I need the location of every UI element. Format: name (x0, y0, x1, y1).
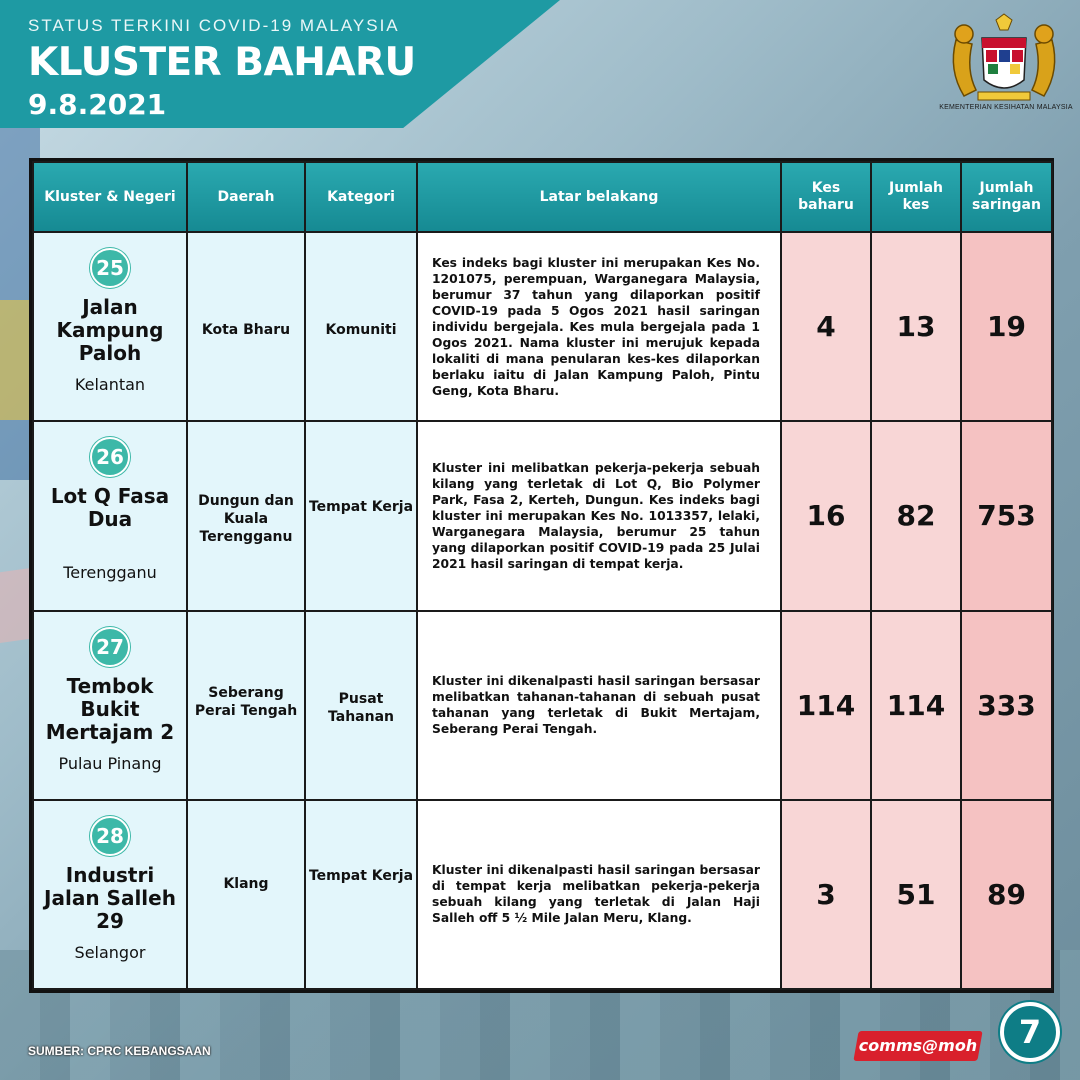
cluster-district: Kota Bharu (187, 232, 305, 421)
cluster-state: Kelantan (74, 375, 146, 394)
col-header-kluster: Kluster & Negeri (33, 162, 187, 232)
kes-baharu-value: 114 (781, 611, 871, 800)
jumlah-saringan-value: 753 (961, 421, 1052, 610)
jumlah-kes-value: 82 (871, 421, 961, 610)
cluster-category: Pusat Tahanan (305, 611, 417, 800)
cluster-table (29, 158, 1054, 993)
cluster-background: Kluster ini melibatkan pekerja-pekerja sebuah kilang yang terletak di Lot Q, Bio Polymer Park, Fasa 2, Kerteh, Dungun. Kes indeks bagi kluster ini merupakan Kes No. 1013357, lelaki, Warganegara Malaysia, berumur 25 tahun yang dilaporkan positif COVID-19 pada 25 Julai 2021 hasil saringan di tempat kerja. (417, 421, 781, 610)
page-date: 9.8.2021 (28, 88, 167, 121)
cluster-state: Selangor (74, 942, 146, 962)
jumlah-saringan-value: 89 (961, 800, 1052, 989)
jumlah-saringan-value: 19 (961, 232, 1052, 421)
cluster-number-badge: 27 (90, 627, 130, 667)
ministry-caption: KEMENTERIAN KESIHATAN MALAYSIA (939, 104, 1073, 111)
cluster-number-badge: 26 (90, 437, 130, 477)
table-row (33, 421, 1052, 610)
cluster-background: Kes indeks bagi kluster ini merupakan Kes No. 1201075, perempuan, Warganegara Malaysia, berumur 37 tahun yang dilaporkan positif COVID-19 pada 5 Ogos 2021 hasil saringan individu bergejala. Kes mula bergejala pada 1 Ogos 2021. Nama kluster ini merujuk kepada lokaliti di mana penularan kes-kes dilaporkan berlaku iaitu di Jalan Kampung Paloh, Pintu Geng, Kota Bharu. (417, 232, 781, 421)
cluster-number-badge: 25 (90, 248, 130, 288)
kes-baharu-value: 16 (781, 421, 871, 610)
cluster-district: Klang (187, 800, 305, 989)
comms-moh-label: comms@moh (858, 1036, 978, 1055)
col-header-daerah: Daerah (187, 162, 305, 232)
cluster-state: Pulau Pinang (58, 753, 162, 773)
source-note: SUMBER: CPRC KEBANGSAAN (28, 1044, 211, 1058)
page-title: KLUSTER BAHARU (28, 40, 416, 85)
cluster-name: Lot Q Fasa Dua (50, 484, 170, 532)
cluster-category: Komuniti (305, 232, 417, 421)
cluster-name: Jalan Kampung Paloh (56, 295, 164, 365)
cluster-category: Tempat Kerja (305, 800, 417, 989)
cluster-background: Kluster ini dikenalpasti hasil saringan bersasar di tempat kerja melibatkan pekerja-pekerja sebuah kilang yang terletak di Jalan Haji Salleh off 5 ½ Mile Jalan Meru, Klang. (417, 800, 781, 989)
cluster-district: Dungun dan Kuala Terengganu (187, 421, 305, 610)
kes-baharu-value: 4 (781, 232, 871, 421)
col-header-kategori: Kategori (305, 162, 417, 232)
kes-baharu-value: 3 (781, 800, 871, 989)
col-header-latar: Latar belakang (417, 162, 781, 232)
cluster-category: Tempat Kerja (305, 421, 417, 610)
col-header-jumlah-saringan: Jumlah saringan (961, 162, 1052, 232)
table-row (33, 611, 1052, 800)
table-header-row (33, 162, 1052, 232)
jumlah-kes-value: 13 (871, 232, 961, 421)
cluster-background: Kluster ini dikenalpasti hasil saringan bersasar melibatkan tahanan-tahanan di sebuah pusat tahanan yang terletak di Bukit Mertajam, Seberang Perai Tengah. (417, 611, 781, 800)
col-header-jumlah-kes: Jumlah kes (871, 162, 961, 232)
cluster-number-badge: 28 (90, 816, 130, 856)
cluster-name: Tembok Bukit Mertajam 2 (45, 673, 175, 744)
cluster-district: Seberang Perai Tengah (187, 611, 305, 800)
cluster-state: Terengganu (63, 563, 157, 583)
jumlah-kes-value: 51 (871, 800, 961, 989)
table-row (33, 800, 1052, 989)
cluster-name: Industri Jalan Salleh 29 (44, 862, 176, 933)
jumlah-kes-value: 114 (871, 611, 961, 800)
page-number: 7 (1000, 1002, 1060, 1062)
col-header-kes-baharu: Kes baharu (781, 162, 871, 232)
jumlah-saringan-value: 333 (961, 611, 1052, 800)
table-row (33, 232, 1052, 421)
comms-moh-logo (853, 1031, 982, 1061)
header-subtitle: STATUS TERKINI COVID-19 MALAYSIA (28, 16, 400, 35)
